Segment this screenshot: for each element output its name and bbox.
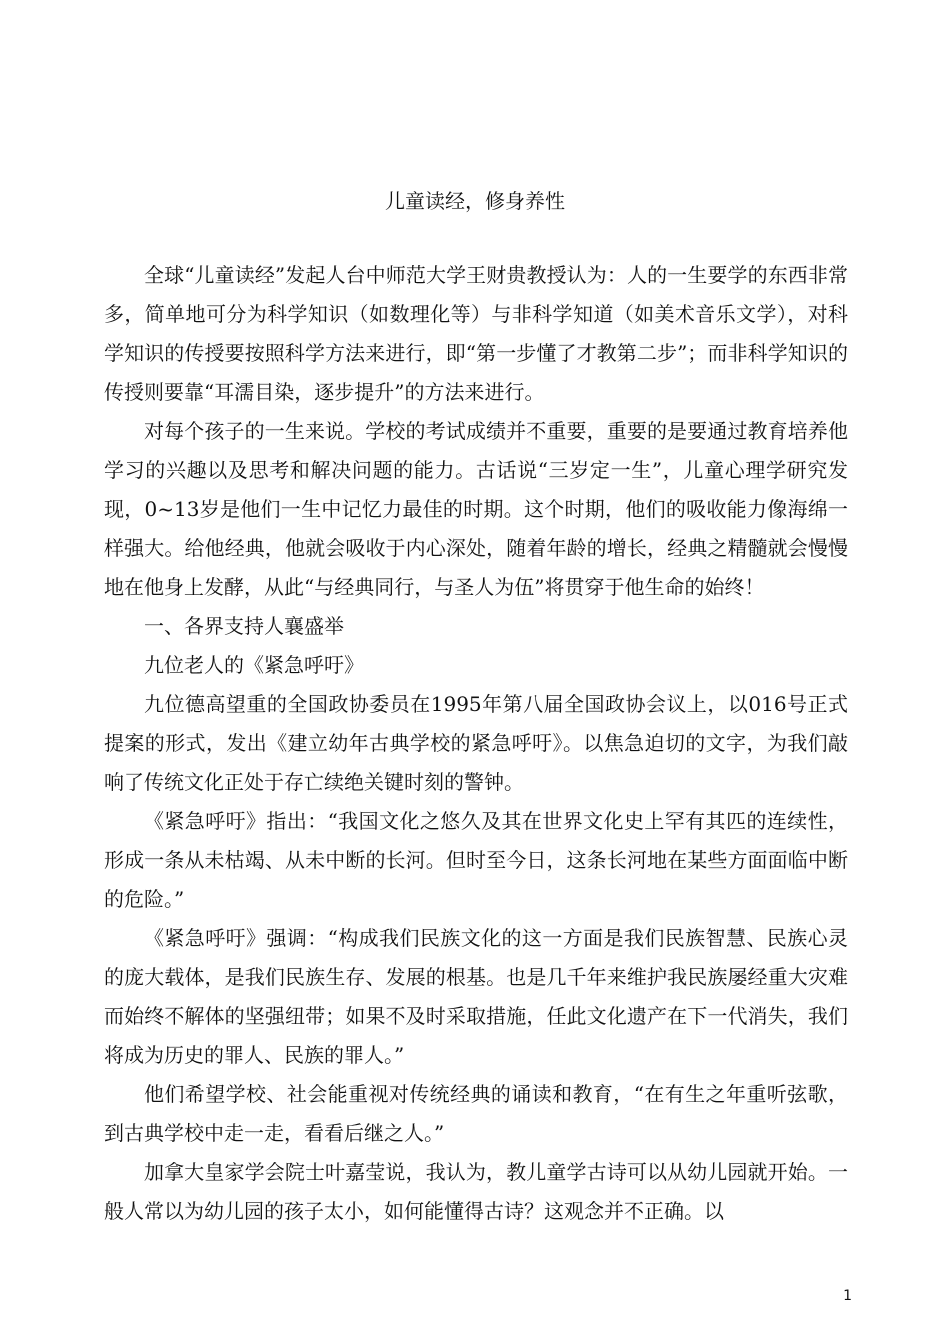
- paragraph-proposal: 九位德高望重的全国政协委员在1995年第八届全国政协会议上，以016号正式提案的形式，发出《建立幼年古典学校的紧急呼吁》。以焦急迫切的文字，为我们敲响了传统文化正处于存亡续绝关键时刻的警钟。: [104, 692, 848, 794]
- paragraph-intro: 全球“儿童读经”发起人台中师范大学王财贵教授认为：人的一生要学的东西非常多，简单地可分为科学知识（如数理化等）与非科学知道（如美术音乐文学），对科学知识的传授要按照科学方法来进行，即“第一步懂了才教第二步”；而非科学知识的传授则要靠“耳濡目染，逐步提升”的方法来进行。: [104, 263, 848, 404]
- paragraph-ye-jiaying: 加拿大皇家学会院士叶嘉莹说，我认为，教儿童学古诗可以从幼儿园就开始。一般人常以为幼儿园的孩子太小，如何能懂得古诗？这观念并不正确。以: [104, 1160, 848, 1223]
- paragraph-appeal-points: 《紧急呼吁》指出：“我国文化之悠久及其在世界文化史上罕有其匹的连续性，形成一条从未枯竭、从未中断的长河。但时至今日，这条长河地在某些方面面临中断的危险。”: [104, 809, 848, 911]
- document-body: [104, 256, 848, 1231]
- paragraph-hope: 他们希望学校、社会能重视对传统经典的诵读和教育，“在有生之年重听弦歌，到古典学校中走一走，看看后继之人。”: [104, 1082, 848, 1145]
- page-number: 1: [843, 1288, 852, 1304]
- paragraph-appeal-emphasis: 《紧急呼吁》强调：“构成我们民族文化的这一方面是我们民族智慧、民族心灵的庞大载体，是我们民族生存、发展的根基。也是几千年来维护我民族屡经重大灾难而始终不解体的坚强纽带；如果不及时采取措施，任此文化遗产在下一代消失，我们将成为历史的罪人、民族的罪人。”: [104, 926, 848, 1067]
- section-heading: 一、各界支持人襄盛举: [144, 614, 344, 638]
- paragraph-childhood: 对每个孩子的一生来说。学校的考试成绩并不重要，重要的是要通过教育培养他学习的兴趣以及思考和解决问题的能力。古话说“三岁定一生”，儿童心理学研究发现，0~13岁是他们一生中记忆力最佳的时期。这个时期，他们的吸收能力像海绵一样强大。给他经典，他就会吸收于内心深处，随着年龄的增长，经典之精髓就会慢慢地在他身上发酵，从此“与经典同行，与圣人为伍”将贯穿于他生命的始终！: [104, 419, 848, 599]
- document-title: 儿童读经，修身养性: [385, 189, 565, 213]
- subsection-heading: 九位老人的《紧急呼吁》: [144, 653, 364, 677]
